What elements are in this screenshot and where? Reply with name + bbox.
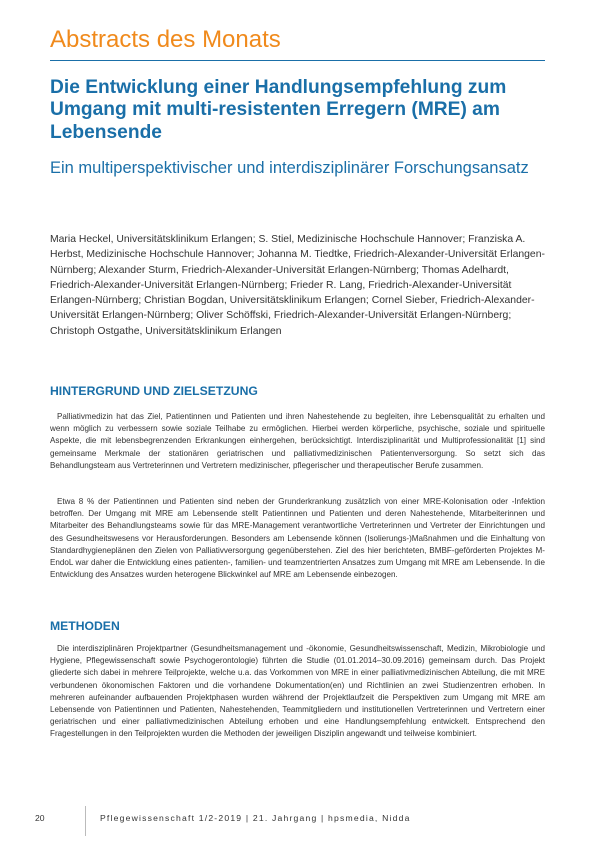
paragraph-methods-1: Die interdisziplinären Projektpartner (Gesundheitsmanagement und -ökonomie, Gesundheitswissenschaft, Medizin, Mikrobiologie und Hygiene, Pflegewissenschaft sowie Psychogerontologie) führten die Studie (01.01.2014–30.09.2016) gemeinsam durch. Das Projekt gliederte sich dabei in mehrere Teilprojekte, welche u.a. das Vorkommen von MRE in einer palliativmedizinischen Abteilung, die mit MRE verbundenen ökonomischen Faktoren und die vorhandene Dokumentation(en) und Richtlinien an zwei Studienzentren erhoben. In mehreren aufeinander aufbauenden Projektphasen wurden während der Projektlaufzeit die Perspektiven zum Umgang mit MRE am Lebensende von Patientinnen und Patienten, Nahestehenden, Teammitgliedern und institutionellen Vertreterinnen und Vertretern einer geriatrischen und einer palliativmedizinischen Abteilung erhoben und eine Handlungsempfehlung entwickelt. Entsprechend den Fragestellungen in den Teilprojekten wurden die Methoden der jeweiligen Disziplin angewandt und teilweise kombiniert. [50,644,545,739]
footer-divider [85,806,86,836]
article-subtitle: Ein multiperspektivischer und interdisziplinärer Forschungsansatz [50,159,529,177]
journal-info: Pflegewissenschaft 1/2-2019 | 21. Jahrgang | hpsmedia, Nidda [100,813,411,823]
author-list: Maria Heckel, Universitätsklinikum Erlangen; S. Stiel, Medizinische Hochschule Hannover; Franziska A. Herbst, Medizinische Hochschule Hannover; Johanna M. Tiedtke, Friedrich-Alexander-Universität Erlangen-Nürnberg; Alexander Sturm, Friedrich-Alexander-Universität Erlangen-Nürnberg; Thomas Adelhardt, Friedrich-Alexander-Universität Erlangen-Nürnberg; Frieder R. Lang, Friedrich-Alexander-Universität Erlangen-Nürnberg; Christian Bogdan, Universitätsklinikum Erlangen; Cornel Sieber, Friedrich-Alexander-Universität Erlangen-Nürnberg; Oliver Schöffski, Friedrich-Alexander-Universität Erlangen-Nürnberg; Christoph Ostgathe, Universitätsklinikum Erlangen [50,234,545,337]
paragraph-background-2: Etwa 8 % der Patientinnen und Patienten sind neben der Grunderkrankung zusätzlich von einer MRE-Kolonisation oder -Infektion betroffen. Der Umgang mit MRE am Lebensende stellt Patientinnen und Patienten und deren Nahestehende, Mitarbeiterinnen und Mitarbeiter des Behandlungsteams sowie für das MRE-Management verantwortliche Vertreterinnen und Vertreter der Einrichtungen und des Gesundheitswesens vor Herausforderungen. Besonders am Lebensende können (Isolierungs-)Maßnahmen und die Einhaltung von Standardhygieneplänen den Zielen von Palliativversorgung gegenüberstehen. Ziel des hier berichteten, BMBF-geförderten Projektes M-EndoL war daher die Entwicklung eines patienten-, familien- und teamzentrierten Ansatzes zum Umgang mit MRE am Lebensende. In die Entwicklung des Ansatzes wurden heterogene Blickwinkel auf MRE am Lebensende einbezogen. [50,497,545,580]
section-title: Abstracts des Monats [50,26,281,53]
page-number: 20 [35,813,45,823]
section-heading-methods: METHODEN [50,619,120,633]
section-heading-background: HINTERGRUND UND ZIELSETZUNG [50,384,258,398]
header-rule [50,60,545,61]
article-title: Die Entwicklung einer Handlungsempfehlung zum Umgang mit multi-resistenten Erregern (MRE) am Lebensende [50,77,507,143]
paragraph-background-1: Palliativmedizin hat das Ziel, Patientinnen und Patienten und ihren Nahestehende zu begleiten, ihre Lebensqualität zu erhalten und wenn möglich zu verbessern sowie soziale Teilhabe zu ermöglichen. Hierbei werden körperliche, psychische, soziale und spirituelle Aspekte, die mit lebensbegrenzenden Erkrankungen einhergehen, berücksichtigt. Interdisziplinarität und Multiprofessionalität [1] sind gemeinsame Merkmale der stationären geriatrischen und palliativmedizinischen Patientenversorgung. So setzt sich das Behandlungsteam aus Vertreterinnen und Vertretern medizinischer, pflegerischer und therapeutischer Berufe zusammen. [50,412,545,470]
